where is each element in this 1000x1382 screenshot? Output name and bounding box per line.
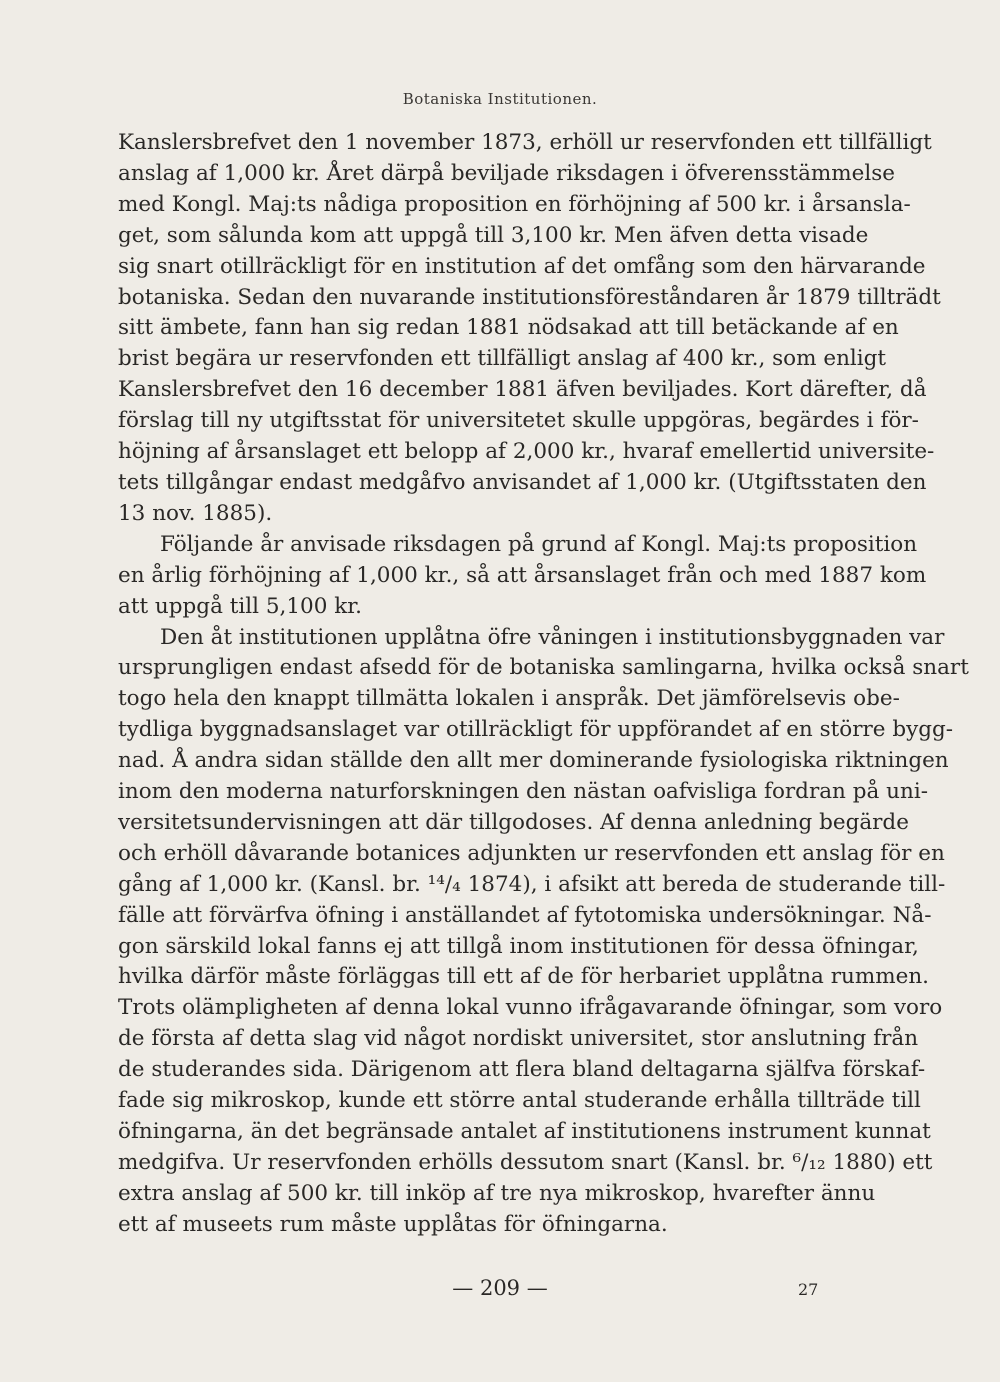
text-line: Den åt institutionen upplåtna öfre våningen i institutionsbyggnaden var xyxy=(160,624,945,650)
text-line: med Kongl. Maj:ts nådiga proposition en förhöjning af 500 kr. i årsansla- xyxy=(118,191,911,217)
text-line: öfningarna, än det begränsade antalet af institutionens instrument kunnat xyxy=(118,1119,931,1144)
text-line: medgifva. Ur reservfonden erhölls dessutom snart (Kansl. br. ⁶/₁₂ 1880) ett xyxy=(118,1149,933,1175)
text-line: brist begära ur reservfonden ett tillfälligt anslag af 400 kr., som enligt xyxy=(118,346,887,372)
text-line: gång af 1,000 kr. (Kansl. br. ¹⁴/₄ 1874), i afsikt att bereda de studerande till- xyxy=(118,871,946,897)
text-line: nad. Å andra sidan ställde den allt mer dominerande fysiologiska riktningen xyxy=(118,748,949,774)
text-line: Följande år anvisade riksdagen på grund af Kongl. Maj:ts proposition xyxy=(160,531,918,557)
text-line: ursprungligen endast afsedd för de botaniska samlingarna, hvilka också snart xyxy=(118,655,969,681)
text-line: sig snart otillräckligt för en institution af det omfång som den härvarande xyxy=(118,253,926,279)
text-line: de studerandes sida. Därigenom att flera bland deltagarna själfva förskaf- xyxy=(118,1057,926,1083)
body-text xyxy=(118,128,969,1241)
text-line: och erhöll dåvarande botanices adjunkten ur reservfonden ett anslag för en xyxy=(118,840,945,866)
running-head: Botaniska Institutionen. xyxy=(402,90,598,108)
text-line: versitetsundervisningen att där tillgodoses. Af denna anledning begärde xyxy=(118,809,909,835)
text-line: förslag till ny utgiftsstat för universitetet skulle uppgöras, begärdes i för- xyxy=(118,408,919,434)
text-line: de första af detta slag vid något nordiskt universitet, stor anslutning från xyxy=(118,1026,919,1052)
text-line: att uppgå till 5,100 kr. xyxy=(118,593,362,619)
text-line: Kanslersbrefvet den 16 december 1881 äfven beviljades. Kort därefter, då xyxy=(118,377,927,403)
text-line: fade sig mikroskop, kunde ett större antal studerande erhålla tillträde till xyxy=(118,1088,921,1114)
text-line: fälle att förvärfva öfning i anställandet af fytotomiska undersökningar. Nå- xyxy=(118,902,932,928)
signature-mark: 27 xyxy=(798,1280,819,1299)
text-line: extra anslag af 500 kr. till inköp af tre nya mikroskop, hvarefter ännu xyxy=(118,1180,876,1206)
page-number: — 209 — xyxy=(452,1276,548,1300)
text-line: anslag af 1,000 kr. Året därpå beviljade riksdagen i öfverensstämmelse xyxy=(118,160,896,186)
text-line: 13 nov. 1885). xyxy=(118,500,273,526)
text-line: togo hela den knappt tillmätta lokalen i anspråk. Det jämförelsevis obe- xyxy=(118,686,900,712)
text-line: en årlig förhöjning af 1,000 kr., så att årsanslaget från och med 1887 kom xyxy=(118,562,927,588)
text-line: inom den moderna naturforskningen den nästan oafvisliga fordran på uni- xyxy=(118,779,928,805)
text-line: Trots olämpligheten af denna lokal vunno ifrågavarande öfningar, som voro xyxy=(118,995,943,1021)
text-line: sitt ämbete, fann han sig redan 1881 nödsakad att till betäckande af en xyxy=(118,315,899,341)
text-line: hvilka därför måste förläggas till ett af de för herbariet upplåtna rummen. xyxy=(118,964,929,990)
text-line: gon särskild lokal fanns ej att tillgå inom institutionen för dessa öfningar, xyxy=(118,933,919,959)
text-line: tets tillgångar endast medgåfvo anvisandet af 1,000 kr. (Utgiftsstaten den xyxy=(118,469,927,495)
text-line: Kanslersbrefvet den 1 november 1873, erhöll ur reservfonden ett tillfälligt xyxy=(118,130,932,155)
text-line: tydliga byggnadsanslaget var otillräckligt för uppförandet af en större bygg- xyxy=(118,717,954,743)
text-line: ett af museets rum måste upplåtas för öfningarna. xyxy=(118,1211,668,1237)
text-line: höjning af årsanslaget ett belopp af 2,000 kr., hvaraf emellertid universite- xyxy=(118,439,935,465)
text-line: get, som sålunda kom att uppgå till 3,100 kr. Men äfven detta visade xyxy=(118,222,869,248)
text-line: botaniska. Sedan den nuvarande institutionsföreståndaren år 1879 tillträdt xyxy=(118,284,941,310)
